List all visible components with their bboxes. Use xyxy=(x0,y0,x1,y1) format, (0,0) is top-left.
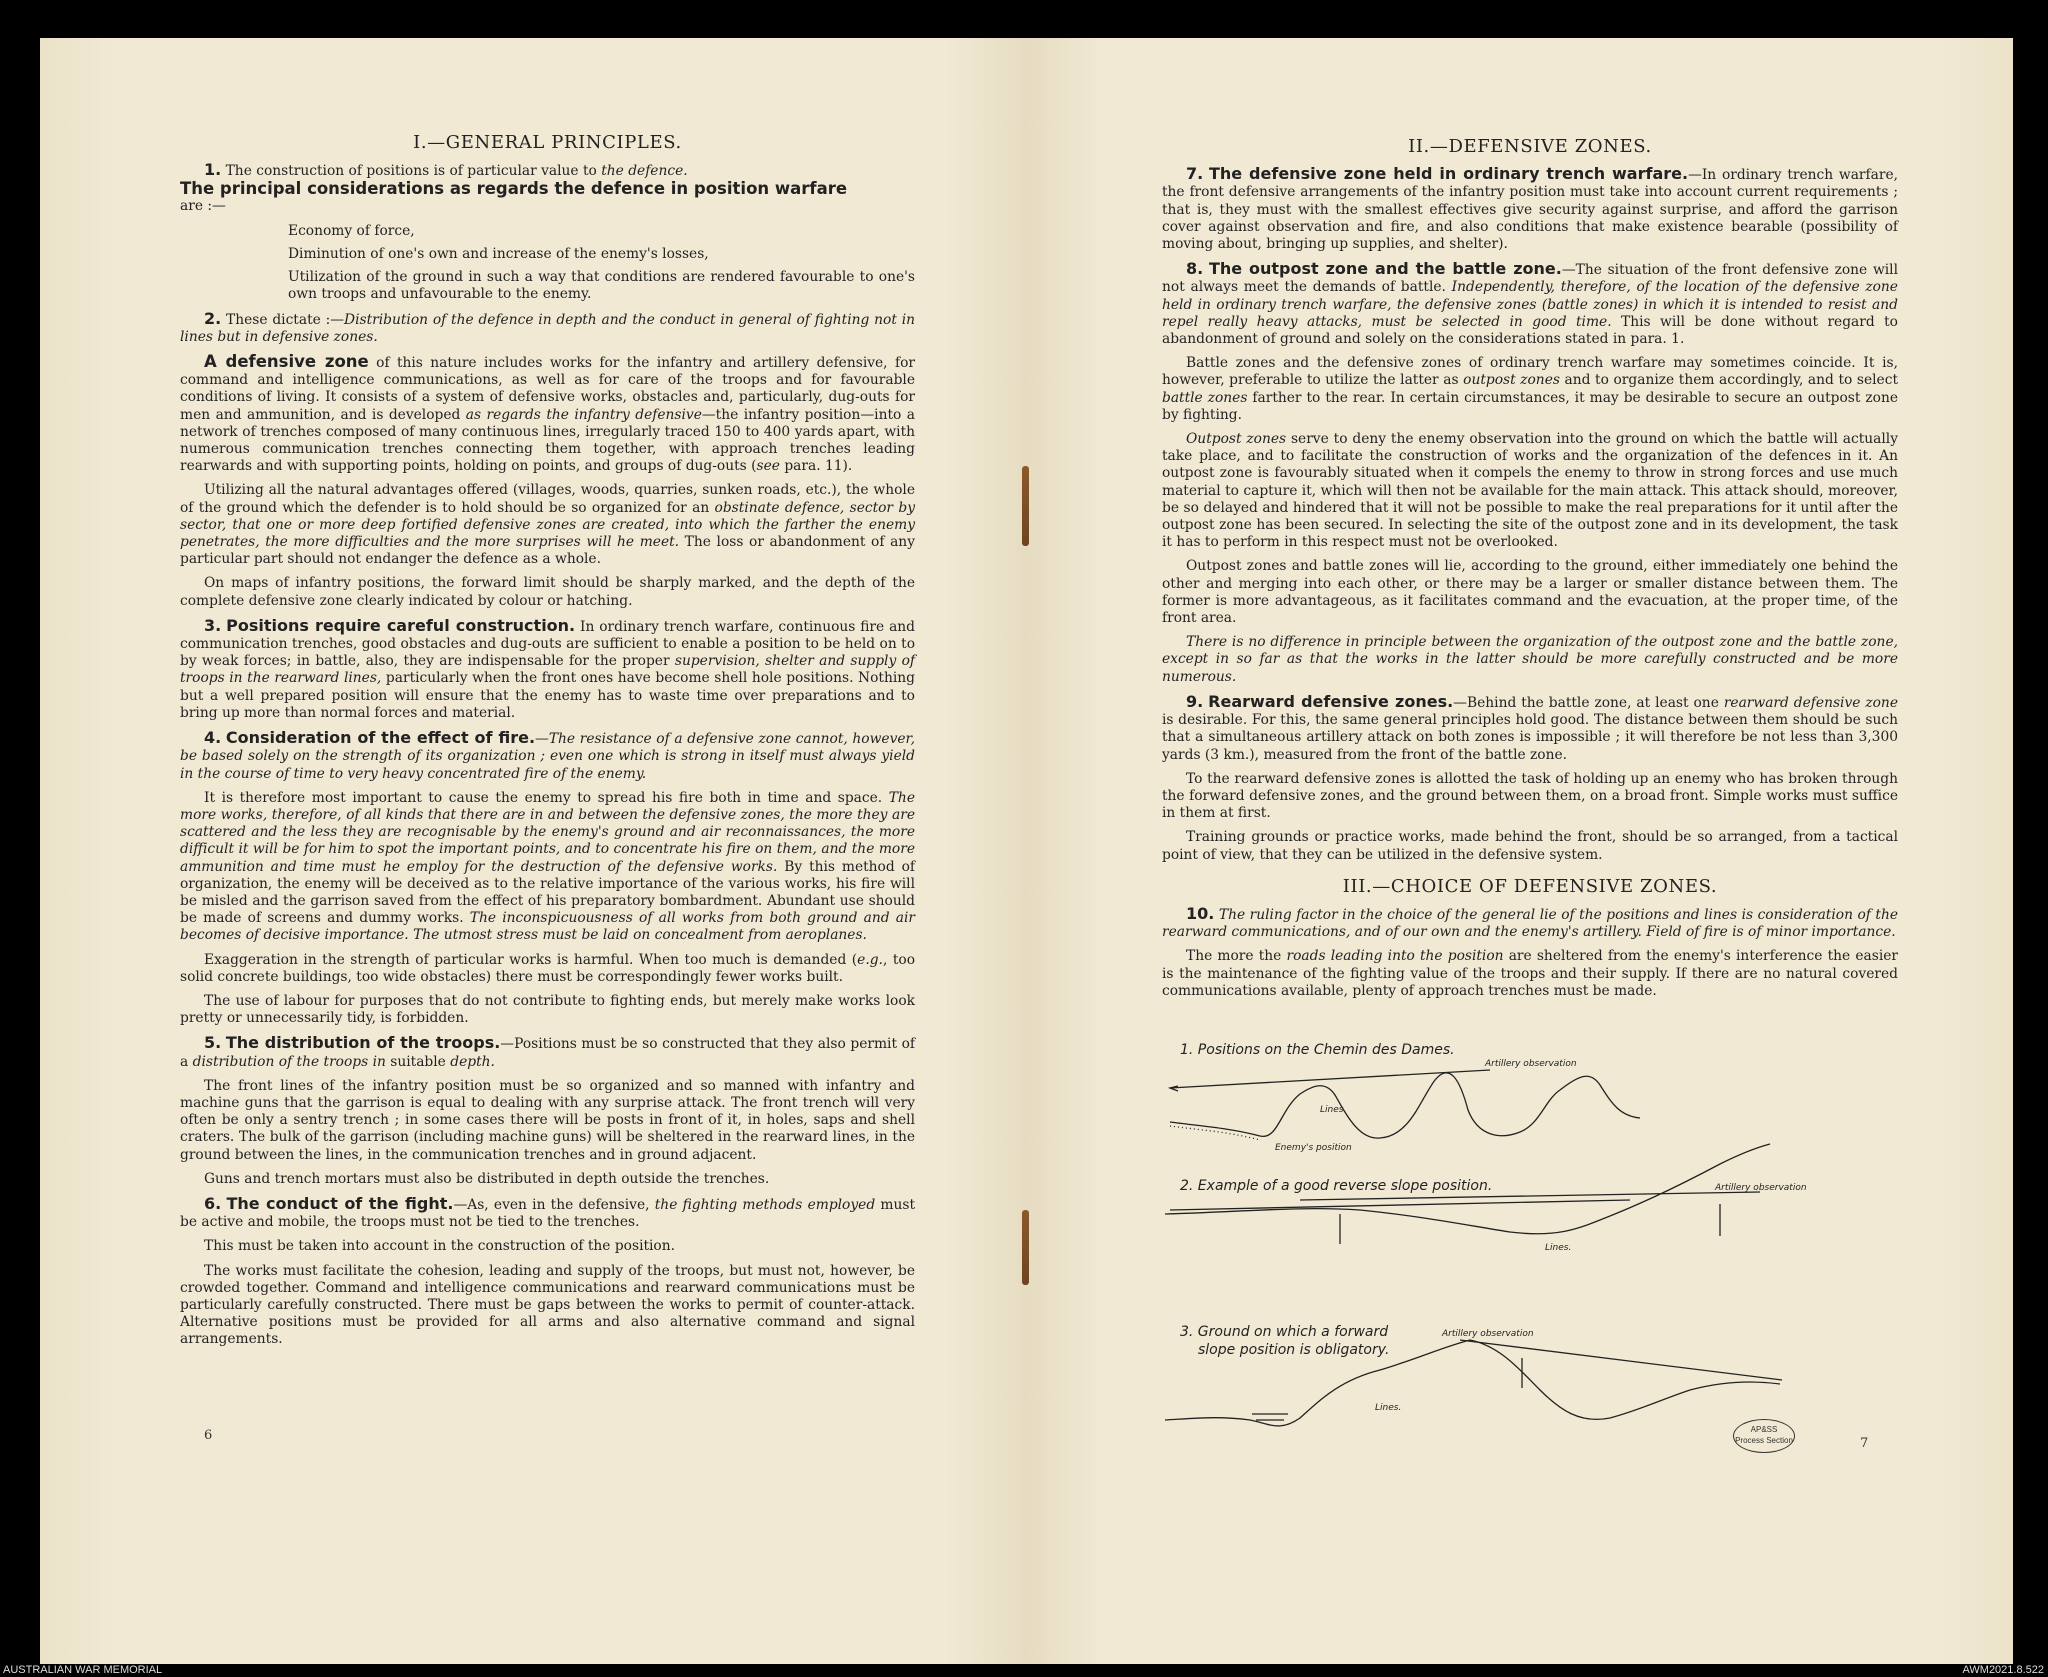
d2-artillery-label: Artillery observation xyxy=(1715,1183,1807,1193)
paragraph-defensive-zone: A defensive zone of this nature includes works for the infantry and artillery defensive, for command and intelligence communications, as well as for care of the troops and for favourable conditions of living. It consists of a system of defensive works, obstacles and, particularly, dug-outs for men and ammunition, and is developed as regards the infantry defensive—the infantry position—into a network of trenches composed of many continuous lines, irregularly traced 150 to 400 yards apart, with numerous communication trenches connecting them together, with approach trenches leading rearwards and with supporting points, holding on points, and groups of dug-outs (see para. 11). xyxy=(180,352,915,475)
paragraph-6: 6. The conduct of the fight.—As, even in the defensive, the fighting methods employed must be active and mobile, the troops must not be tied to the trenches. xyxy=(180,1193,916,1231)
d2-title: 2. Example of a good reverse slope position. xyxy=(1180,1178,1493,1194)
page-number-right: 7 xyxy=(1860,1436,1869,1451)
d1-terrain-line xyxy=(1170,1073,1640,1138)
d3-water-lines xyxy=(1252,1414,1288,1420)
paragraph-zones-lie: Outpost zones and battle zones will lie, according to the ground, either immediately one behind the other and merging into each other, or there may be a larger or smaller distance between them. The former is more advantageous, as it facilitates command and the evacuation, at the proper time, of the front area. xyxy=(1162,558,1898,627)
terrain-diagrams xyxy=(1160,1040,1807,1460)
paragraph-9: 9. Rearward defensive zones.—Behind the battle zone, at least one rearward defensive zone is desirable. For this, the same general principles hold good. The distance between them should be such that a simultaneous artillery attack on both zones is impossible ; it will therefore be not less than 3,300 yards (3 km.), measured from the front of the battle zone. xyxy=(1162,691,1898,763)
paragraph-5: 5. The distribution of the troops.—Positions must be so constructed that they also permit of a distribution of the troops in suitable depth. xyxy=(180,1033,916,1070)
paragraph-labour: The use of labour for purposes that do not contribute to fighting ends, but merely make works look pretty or unnecessarily tidy, is forbidden. xyxy=(180,992,915,1027)
d3-artillery-label: Artillery observation xyxy=(1442,1329,1534,1339)
list-item: Diminution of one's own and increase of the enemy's losses, xyxy=(288,246,709,263)
d1-title: 1. Positions on the Chemin des Dames. xyxy=(1180,1042,1455,1058)
d1-enemy-label: Enemy's position xyxy=(1275,1143,1352,1153)
paragraph-front-lines: The front lines of the infantry position must be so organized and so manned with infantry and machine guns that the garrison is equal to dealing with any surprise attack. The front trench will very often be only a sentry trench ; in some cases there will be posts in front of it, in holes, saps and shell craters. The bulk of the garrison (including machine guns) will be sheltered in the rearward lines, in the ground between the lines, in the communication trenches and in ground adjacent. xyxy=(180,1077,915,1163)
right-column xyxy=(1162,138,1898,1007)
section-heading-general-principles: I.—GENERAL PRINCIPLES. xyxy=(413,132,682,153)
process-section-stamp: AP&SS Process Section xyxy=(1733,1419,1795,1453)
paragraph-rearward: To the rearward defensive zones is allotted the task of holding up an enemy who has broken through the forward defensive zones, and the ground between them, on a broad front. Simple works must suffice in them at first. xyxy=(1162,770,1898,822)
staple xyxy=(1022,1210,1029,1285)
paragraph-3: 3. Positions require careful construction. In ordinary trench warfare, continuous fire and communication trenches, good obstacles and dug-outs are sufficient to enable a position to be held on to by weak forces; in battle, also, they are indispensable for the proper supervision, shelter and supply of troops in the rearward lines, particularly when the front ones have become shell hole positions. Nothing but a well prepared position will ensure that the enemy has to waste time over preparations and to bring up more than normal forces and material. xyxy=(180,615,916,721)
d3-title-a: 3. Ground on which a forward xyxy=(1180,1324,1389,1340)
considerations-list xyxy=(180,223,915,304)
paragraph-guns: Guns and trench mortars must also be distributed in depth outside the trenches. xyxy=(204,1170,770,1187)
list-item: Utilization of the ground in such a way that conditions are rendered favourable to one's own troops and unfavourable to the enemy. xyxy=(288,269,915,303)
paragraph-1: 1. The construction of positions is of particular value to the defence. xyxy=(204,160,688,180)
paragraph-works: The works must facilitate the cohesion, leading and supply of the troops, but must not, however, be crowded together. Command and intelligence communications and rearward communications must be particularly carefully constructed. There must be gaps between the works to permit of counter-attack. Alternative positions must be provided for all arms and also alternative command and signal arrangements. xyxy=(180,1262,915,1348)
paragraph-7: 7. The defensive zone held in ordinary trench warfare.—In ordinary trench warfare, the front defensive arrangements of the infantry position must take into account current requirements ; that is, they must with the smallest effectives give security against surprise, and afford the garrison cover against observation and fire, and also conditions that make existence bearable (possibility of moving about, bringing up supplies, and shelter). xyxy=(1162,164,1898,253)
d1-artillery-label: Artillery observation xyxy=(1485,1059,1577,1069)
d2-sightline xyxy=(1170,1200,1630,1210)
paragraph-battle-zones: Battle zones and the defensive zones of ordinary trench warfare may sometimes coincide. It is, however, preferable to utilize the latter as outpost zones and to organize them accordingly, and to select battle zones farther to the rear. In certain circumstances, it may be desirable to secure an outpost zone by fighting. xyxy=(1162,355,1898,423)
paragraph-outpost-zones: Outpost zones serve to deny the enemy observation into the ground on which the battle will actually take place, and to facilitate the construction of works and the organization of the defences in it. An outpost zone is favourably situated when it compels the enemy to throw in strong forces and use much material to capture it, which will then not be available for the main attack. This attack should, moreover, be so delayed and hindered that it will not be possible to make the real preparations for it until after the outpost zone has been secured. In selecting the site of the outpost zone and in its development, the task it has to perform in this respect must not be overlooked. xyxy=(1162,431,1898,551)
footer-left: AUSTRALIAN WAR MEMORIAL xyxy=(3,1664,163,1676)
paragraph-no-difference: There is no difference in principle between the organization of the outpost zone and the battle zone, except in so far as that the works in the latter should be more carefully constructed and be more numerous. xyxy=(1162,634,1898,685)
section-heading-defensive-zones: II.—DEFENSIVE ZONES. xyxy=(1408,136,1652,157)
considerations-block: The principal considerations as regards the defence in position warfare are :— xyxy=(180,179,848,214)
paragraph-utilizing: Utilizing all the natural advantages offered (villages, woods, quarries, sunken roads, etc.), the whole of the ground which the defender is to hold should be so organized for an obstinate defence, sector by sector, that one or more deep fortified defensive zones are created, into which the farther the enemy penetrates, the more difficulties and the more surprises will he meet. The loss or abandonment of any particular part should not endanger the defence as a whole. xyxy=(180,482,915,568)
d3-lines-label: Lines. xyxy=(1375,1403,1402,1413)
paragraph-2: 2. These dictate :—Distribution of the defence in depth and the conduct in general of fighting not in lines but in defensive zones. xyxy=(180,308,915,345)
paragraph-exaggeration: Exaggeration in the strength of particular works is harmful. When too much is demanded (e.g., too solid concrete buildings, too wide obstacles) there must be correspondingly fewer works built. xyxy=(180,951,915,985)
paragraph-4: 4. Consideration of the effect of fire.—The resistance of a defensive zone cannot, however, be based solely on the strength of its organization ; even one which is strong in itself must always yield in the course of time to very heavy concentrated fire of the enemy. xyxy=(180,728,916,782)
paragraph-taken: This must be taken into account in the construction of the position. xyxy=(204,1238,676,1255)
left-page xyxy=(40,38,1026,1664)
d1-lines-label: Lines. xyxy=(1320,1105,1347,1115)
footer-right: AWM2021.8.522 xyxy=(1962,1664,2044,1676)
d2-lines-label: Lines. xyxy=(1545,1243,1572,1253)
list-item: Economy of force, xyxy=(288,222,415,239)
page-number-left: 6 xyxy=(204,1428,213,1443)
paragraph-roads: The more the roads leading into the position are sheltered from the enemy's interference the easier is the maintenance of the fighting value of the troops and their supply. If there are no natural covered communications available, plenty of approach trenches must be made. xyxy=(1162,948,1899,999)
d1-artillery-line xyxy=(1170,1070,1490,1088)
paragraph-training: Training grounds or practice works, made behind the front, should be so arranged, from a tactical point of view, that they can be utilized in the defensive system. xyxy=(1162,829,1898,863)
paragraph-spread-fire: It is therefore most important to cause the enemy to spread his fire both in time and space. The more works, therefore, of all kinds that there are in and between the defensive zones, the more they are scattered and the less they are recognisable by the enemy's ground and air reconnaissances, the more difficult it will be for him to spot the important points, and to concentrate his fire on them, and the more ammunition and time must he employ for the destruction of the defensive works. By this method of organization, the enemy will be deceived as to the relative importance of the various works, his fire will be misled and the garrison saved from the effect of his preparatory bombardment. Abundant use should be made of screens and dummy works. The inconspicuousness of all works from both ground and air becomes of decisive importance. The utmost stress must be laid on concealment from aeroplanes. xyxy=(180,789,915,944)
staple xyxy=(1022,466,1029,546)
paragraph-maps: On maps of infantry positions, the forward limit should be sharply marked, and the depth of the complete defensive zone clearly indicated by colour or hatching. xyxy=(180,575,915,609)
paragraph-10: 10. The ruling factor in the choice of the general lie of the positions and lines is consideration of the rearward communications, and of our own and the enemy's artillery. Field of fire is of minor importance. xyxy=(1162,903,1898,941)
d1-arrow-icon xyxy=(1170,1086,1178,1091)
left-column xyxy=(180,134,915,1356)
paragraph-8: 8. The outpost zone and the battle zone.—The situation of the front defensive zone will not always meet the demands of battle. Independently, therefore, of the location of the defensive zone held in ordinary trench warfare, the defensive zones (battle zones) in which it is intended to resist and repel really heavy attacks, must be selected in good time. This will be done without regard to abandonment of ground and solely on the considerations stated in para. 1. xyxy=(1162,259,1898,348)
section-heading-choice: III.—CHOICE OF DEFENSIVE ZONES. xyxy=(1342,875,1718,897)
d3-title-b: slope position is obligatory. xyxy=(1198,1342,1390,1358)
